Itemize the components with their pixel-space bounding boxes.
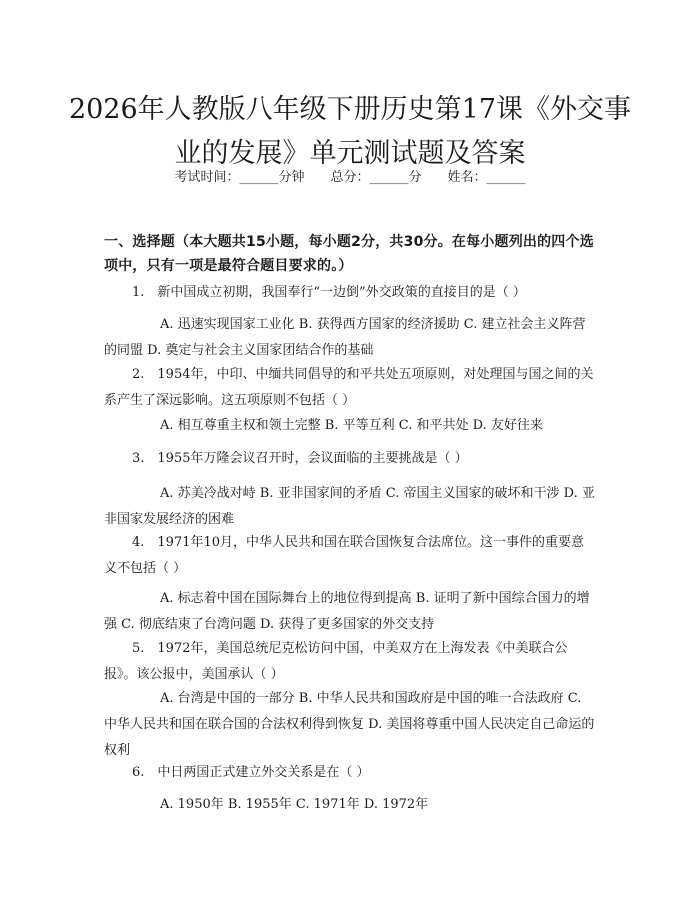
question-stem: 2. 1954年，中印、中缅共同倡导的和平共处五项原则，对处理国与国之间的关系产生了深远影响。这五项原则不包括（ ） <box>104 367 594 408</box>
question-options: A. 苏美冷战对峙 B. 亚非国家间的矛盾 C. 帝国主义国家的破坏和干涉 D. 亚非国家发展经济的困难 <box>104 486 595 527</box>
question-stem: 3. 1955年万隆会议召开时，会议面临的主要挑战是（ ） <box>132 451 468 466</box>
question-stem: 6. 中日两国正式建立外交关系是在（ ） <box>132 765 370 780</box>
question-options: A. 迅速实现国家工业化 B. 获得西方国家的经济援助 C. 建立社会主义阵营的同盟 D. 奠定与社会主义国家团结合作的基础 <box>104 317 586 358</box>
question-options: A. 台湾是中国的一部分 B. 中华人民共和国政府是中国的唯一合法政府 C. 中华人民共和国在联合国的合法权利得到恢复 D. 美国将尊重中国人民决定自己命运的权利 <box>104 691 595 758</box>
question-options: A. 标志着中国在国际舞台上的地位得到提高 B. 证明了新中国综合国力的增强 C. 彻底结束了台湾问题 D. 获得了更多国家的外交支持 <box>104 591 590 632</box>
question-options: A. 1950年 B. 1955年 C. 1971年 D. 1972年 <box>160 797 429 812</box>
student-name-field: 姓名：______ <box>447 170 526 185</box>
question-options: A. 相互尊重主权和领土完整 B. 平等互利 C. 和平共处 D. 友好往来 <box>160 418 543 433</box>
document-title: 2026年人教版八年级下册历史第17课《外交事业的发展》单元测试题及答案 <box>68 94 632 169</box>
exam-time-field: 考试时间：______分钟 <box>174 170 305 185</box>
question-stem: 5. 1972年，美国总统尼克松访问中国，中美双方在上海发表《中美联合公报》。该公报中，美国承认（ ） <box>104 641 568 682</box>
section-heading: 一、选择题（本大题共15小题，每小题2分，共30分。在每小题列出的四个选项中，只有一项是最符合题目要求的。） <box>104 234 594 274</box>
question-stem: 4. 1971年10月，中华人民共和国在联合国恢复合法席位。这一事件的重要意义不包括（ ） <box>104 535 585 576</box>
total-score-field: 总分：______分 <box>330 170 422 185</box>
question-stem: 1. 新中国成立初期，我国奉行“一边倒”外交政策的直接目的是（ ） <box>132 285 526 300</box>
exam-info-line <box>0 168 700 188</box>
